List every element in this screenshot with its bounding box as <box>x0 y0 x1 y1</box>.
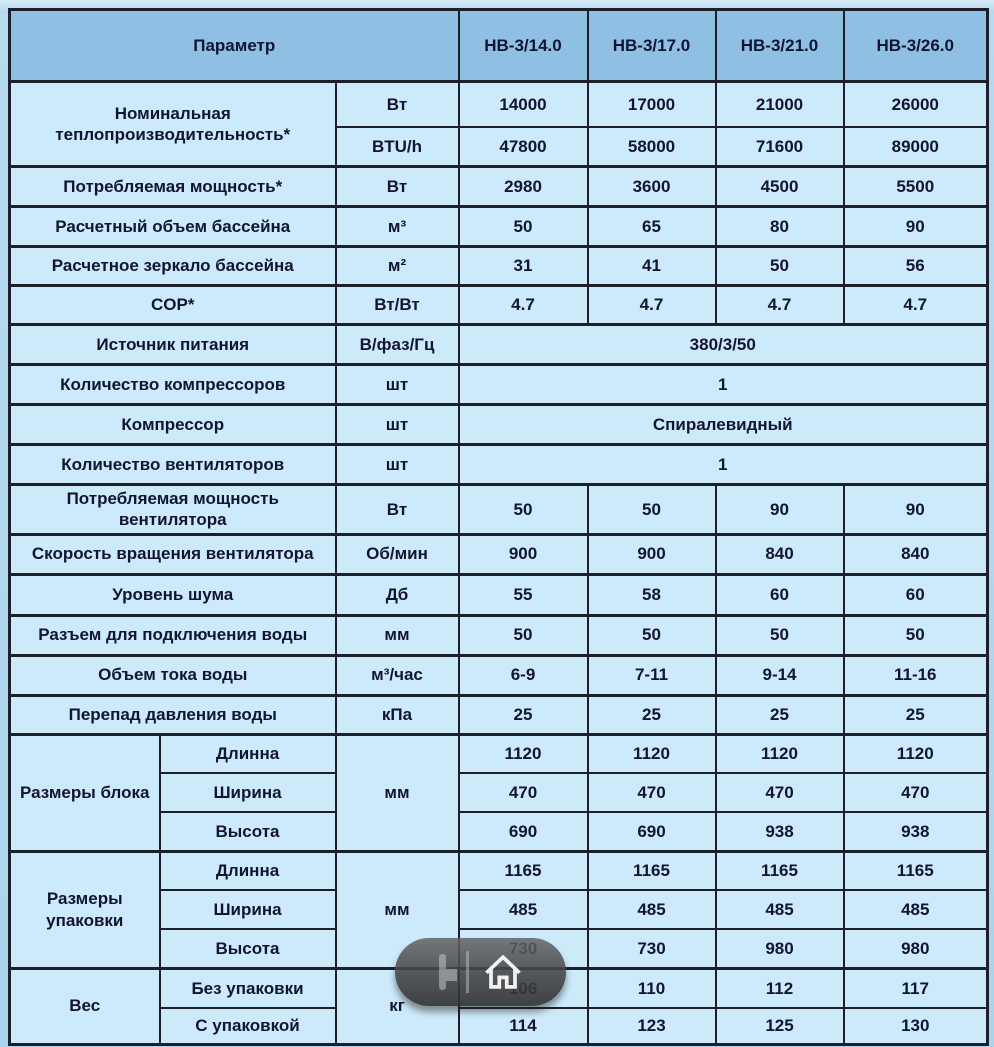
spec-table <box>8 8 989 1046</box>
value-cell-spanned: 1 <box>459 445 988 485</box>
row-label-nominal: Номинальная теплопроизводительность* <box>10 82 336 167</box>
sub-label: Длинна <box>160 851 336 890</box>
value-cell: 47800 <box>459 127 588 167</box>
value-cell: 485 <box>716 890 844 929</box>
value-cell: 1120 <box>459 734 588 773</box>
value-cell: 80 <box>716 207 844 247</box>
drag-handle-icon[interactable] <box>439 954 446 990</box>
value-cell: 11-16 <box>844 655 988 695</box>
value-cell: 50 <box>588 615 716 655</box>
row-label-water-flow: Объем тока воды <box>10 655 336 695</box>
sub-label: С упаковкой <box>160 1008 336 1044</box>
value-cell: 125 <box>716 1008 844 1044</box>
value-cell: 900 <box>459 534 588 574</box>
value-cell: 21000 <box>716 82 844 127</box>
value-cell: 25 <box>716 695 844 734</box>
value-cell: 50 <box>459 485 588 535</box>
value-cell: 4.7 <box>459 286 588 325</box>
value-cell: 1165 <box>716 851 844 890</box>
unit-cell: Вт <box>336 485 459 535</box>
value-cell: 114 <box>459 1008 588 1044</box>
value-cell: 470 <box>716 773 844 812</box>
value-cell: 2980 <box>459 167 588 207</box>
value-cell: 58000 <box>588 127 716 167</box>
sub-label: Ширина <box>160 890 336 929</box>
row-label-noise: Уровень шума <box>10 574 336 615</box>
value-cell: 4.7 <box>844 286 988 325</box>
row-label-pool-mirror: Расчетное зеркало бассейна <box>10 247 336 286</box>
value-cell-spanned: 380/3/50 <box>459 325 988 365</box>
unit-cell: шт <box>336 445 459 485</box>
row-label-water-connection: Разъем для подключения воды <box>10 615 336 655</box>
value-cell: 112 <box>716 968 844 1008</box>
value-cell: 25 <box>844 695 988 734</box>
value-cell: 980 <box>844 929 988 968</box>
value-cell: 4.7 <box>716 286 844 325</box>
value-cell: 840 <box>844 534 988 574</box>
value-cell: 1120 <box>588 734 716 773</box>
value-cell: 938 <box>844 812 988 851</box>
row-label-fan-count: Количество вентиляторов <box>10 445 336 485</box>
value-cell: 470 <box>588 773 716 812</box>
value-cell: 840 <box>716 534 844 574</box>
unit-cell: Вт <box>336 82 459 127</box>
value-cell: 90 <box>844 207 988 247</box>
model-header-hb17: HB-3/17.0 <box>588 10 716 82</box>
unit-cell: м³ <box>336 207 459 247</box>
value-cell: 17000 <box>588 82 716 127</box>
group-label-weight: Вес <box>10 968 160 1044</box>
value-cell: 1165 <box>459 851 588 890</box>
value-cell: 1165 <box>588 851 716 890</box>
value-cell: 980 <box>716 929 844 968</box>
value-cell: 1120 <box>716 734 844 773</box>
home-icon[interactable] <box>483 953 523 991</box>
value-cell: 485 <box>588 890 716 929</box>
value-cell: 690 <box>588 812 716 851</box>
unit-cell: В/фаз/Гц <box>336 325 459 365</box>
value-cell: 485 <box>459 890 588 929</box>
value-cell: 4500 <box>716 167 844 207</box>
value-cell: 50 <box>844 615 988 655</box>
value-cell: 60 <box>716 574 844 615</box>
model-header-hb26: HB-3/26.0 <box>844 10 988 82</box>
value-cell: 690 <box>459 812 588 851</box>
unit-cell: мм <box>336 615 459 655</box>
row-label-fan-power: Потребляемая мощность вентилятора <box>10 485 336 535</box>
value-cell: 900 <box>588 534 716 574</box>
row-label-compressor-count: Количество компрессоров <box>10 365 336 405</box>
value-cell: 71600 <box>716 127 844 167</box>
unit-cell: Вт/Вт <box>336 286 459 325</box>
value-cell: 25 <box>459 695 588 734</box>
value-cell: 55 <box>459 574 588 615</box>
value-cell: 41 <box>588 247 716 286</box>
unit-cell: кПа <box>336 695 459 734</box>
value-cell: 130 <box>844 1008 988 1044</box>
unit-cell: Дб <box>336 574 459 615</box>
value-cell-spanned: 1 <box>459 365 988 405</box>
value-cell: 14000 <box>459 82 588 127</box>
group-label-unit-size: Размеры блока <box>10 734 160 851</box>
value-cell: 485 <box>844 890 988 929</box>
value-cell: 938 <box>716 812 844 851</box>
sub-label: Без упаковки <box>160 968 336 1008</box>
row-label-compressor-type: Компрессор <box>10 405 336 445</box>
value-cell: 7-11 <box>588 655 716 695</box>
value-cell: 123 <box>588 1008 716 1044</box>
value-cell: 1165 <box>844 851 988 890</box>
value-cell: 58 <box>588 574 716 615</box>
group-label-pack-size: Размеры упаковки <box>10 851 160 968</box>
value-cell: 110 <box>588 968 716 1008</box>
model-header-hb21: HB-3/21.0 <box>716 10 844 82</box>
row-label-fan-speed: Скорость вращения вентилятора <box>10 534 336 574</box>
unit-cell: шт <box>336 365 459 405</box>
value-cell: 730 <box>588 929 716 968</box>
sub-label: Высота <box>160 929 336 968</box>
unit-cell: Об/мин <box>336 534 459 574</box>
row-label-pressure-drop: Перепад давления воды <box>10 695 336 734</box>
value-cell: 56 <box>844 247 988 286</box>
model-header-hb14: HB-3/14.0 <box>459 10 588 82</box>
value-cell: 90 <box>844 485 988 535</box>
value-cell: 50 <box>716 615 844 655</box>
unit-cell: мм <box>336 851 459 968</box>
reader-nav-overlay[interactable] <box>395 938 566 1006</box>
param-header: Параметр <box>10 10 459 82</box>
unit-cell: Вт <box>336 167 459 207</box>
value-cell: 50 <box>716 247 844 286</box>
value-cell: 25 <box>588 695 716 734</box>
value-cell: 1120 <box>844 734 988 773</box>
row-label-power: Потребляемая мощность* <box>10 167 336 207</box>
row-label-cop: COP* <box>10 286 336 325</box>
sub-label: Длинна <box>160 734 336 773</box>
row-label-pool-volume: Расчетный объем бассейна <box>10 207 336 247</box>
overlay-divider <box>466 951 469 993</box>
value-cell: 470 <box>844 773 988 812</box>
row-label-supply: Источник питания <box>10 325 336 365</box>
sub-label: Ширина <box>160 773 336 812</box>
value-cell-spanned: Спиралевидный <box>459 405 988 445</box>
value-cell: 5500 <box>844 167 988 207</box>
unit-cell: кг <box>336 968 459 1044</box>
value-cell: 31 <box>459 247 588 286</box>
value-cell: 89000 <box>844 127 988 167</box>
value-cell: 50 <box>459 207 588 247</box>
value-cell: 60 <box>844 574 988 615</box>
value-cell: 117 <box>844 968 988 1008</box>
value-cell: 26000 <box>844 82 988 127</box>
value-cell: 3600 <box>588 167 716 207</box>
value-cell: 65 <box>588 207 716 247</box>
value-cell: 50 <box>459 615 588 655</box>
unit-cell: м³/час <box>336 655 459 695</box>
unit-cell: мм <box>336 734 459 851</box>
value-cell: 50 <box>588 485 716 535</box>
value-cell: 4.7 <box>588 286 716 325</box>
value-cell: 9-14 <box>716 655 844 695</box>
unit-cell: шт <box>336 405 459 445</box>
sub-label: Высота <box>160 812 336 851</box>
value-cell: 90 <box>716 485 844 535</box>
value-cell: 470 <box>459 773 588 812</box>
value-cell: 6-9 <box>459 655 588 695</box>
unit-cell: BTU/h <box>336 127 459 167</box>
unit-cell: м² <box>336 247 459 286</box>
